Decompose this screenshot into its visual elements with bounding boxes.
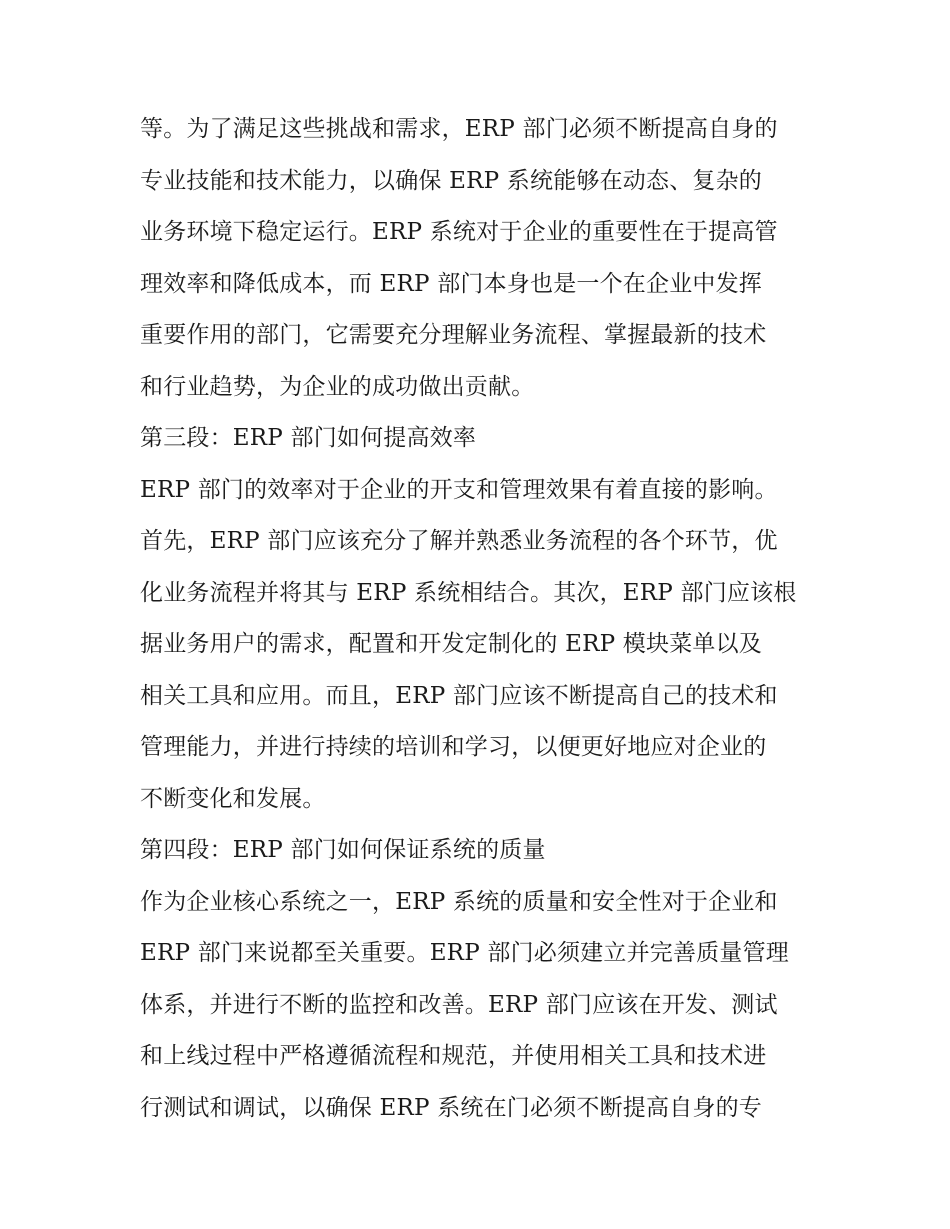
paragraph-3-line: ERP 部门的效率对于企业的开支和管理效果有着直接的影响。	[140, 476, 778, 503]
paragraph-3-line: 不断变化和发展。	[140, 785, 326, 812]
paragraph-3-line: 管理能力，并进行持续的培训和学习，以便更好地应对企业的	[140, 734, 767, 760]
paragraph-4-line: 和上线过程中严格遵循流程和规范，并使用相关工具和技术进	[140, 1043, 767, 1069]
paragraph-3-line: 化业务流程并将其与 ERP 系统相结合。其次，ERP 部门应该根	[140, 579, 797, 606]
paragraph-intro-line: 重要作用的部门，它需要充分理解业务流程、掌握最新的技术	[140, 322, 767, 348]
paragraph-4-line: 作为企业核心系统之一，ERP 系统的质量和安全性对于企业和	[140, 888, 778, 915]
paragraph-intro-line: 理效率和降低成本，而 ERP 部门本身也是一个在企业中发挥	[140, 270, 763, 297]
paragraph-3-line: 相关工具和应用。而且，ERP 部门应该不断提高自己的技术和	[140, 682, 778, 709]
paragraph-intro-line: 专业技能和技术能力，以确保 ERP 系统能够在动态、复杂的	[140, 167, 763, 194]
section-heading-4: 第四段：ERP 部门如何保证系统的质量	[140, 837, 546, 863]
paragraph-intro-line: 等。为了满足这些挑战和需求，ERP 部门必须不断提高自身的	[140, 116, 778, 142]
paragraph-4-line: ERP 部门来说都至关重要。ERP 部门必须建立并完善质量管理	[140, 940, 789, 966]
paragraph-4-line: 行测试和调试，以确保 ERP 系统在门必须不断提高自身的专	[140, 1094, 763, 1121]
paragraph-3-line: 首先，ERP 部门应该充分了解并熟悉业务流程的各个环节，优	[140, 528, 778, 554]
paragraph-4-line: 体系，并进行不断的监控和改善。ERP 部门应该在开发、测试	[140, 991, 778, 1018]
section-heading-3: 第三段：ERP 部门如何提高效率	[140, 425, 477, 451]
paragraph-intro-line: 业务环境下稳定运行。ERP 系统对于企业的重要性在于提高管	[140, 219, 778, 245]
document-body	[140, 104, 816, 1134]
paragraph-intro-line: 和行业趋势，为企业的成功做出贡献。	[140, 373, 535, 400]
paragraph-3-line: 据业务用户的需求，配置和开发定制化的 ERP 模块菜单以及	[140, 631, 763, 657]
